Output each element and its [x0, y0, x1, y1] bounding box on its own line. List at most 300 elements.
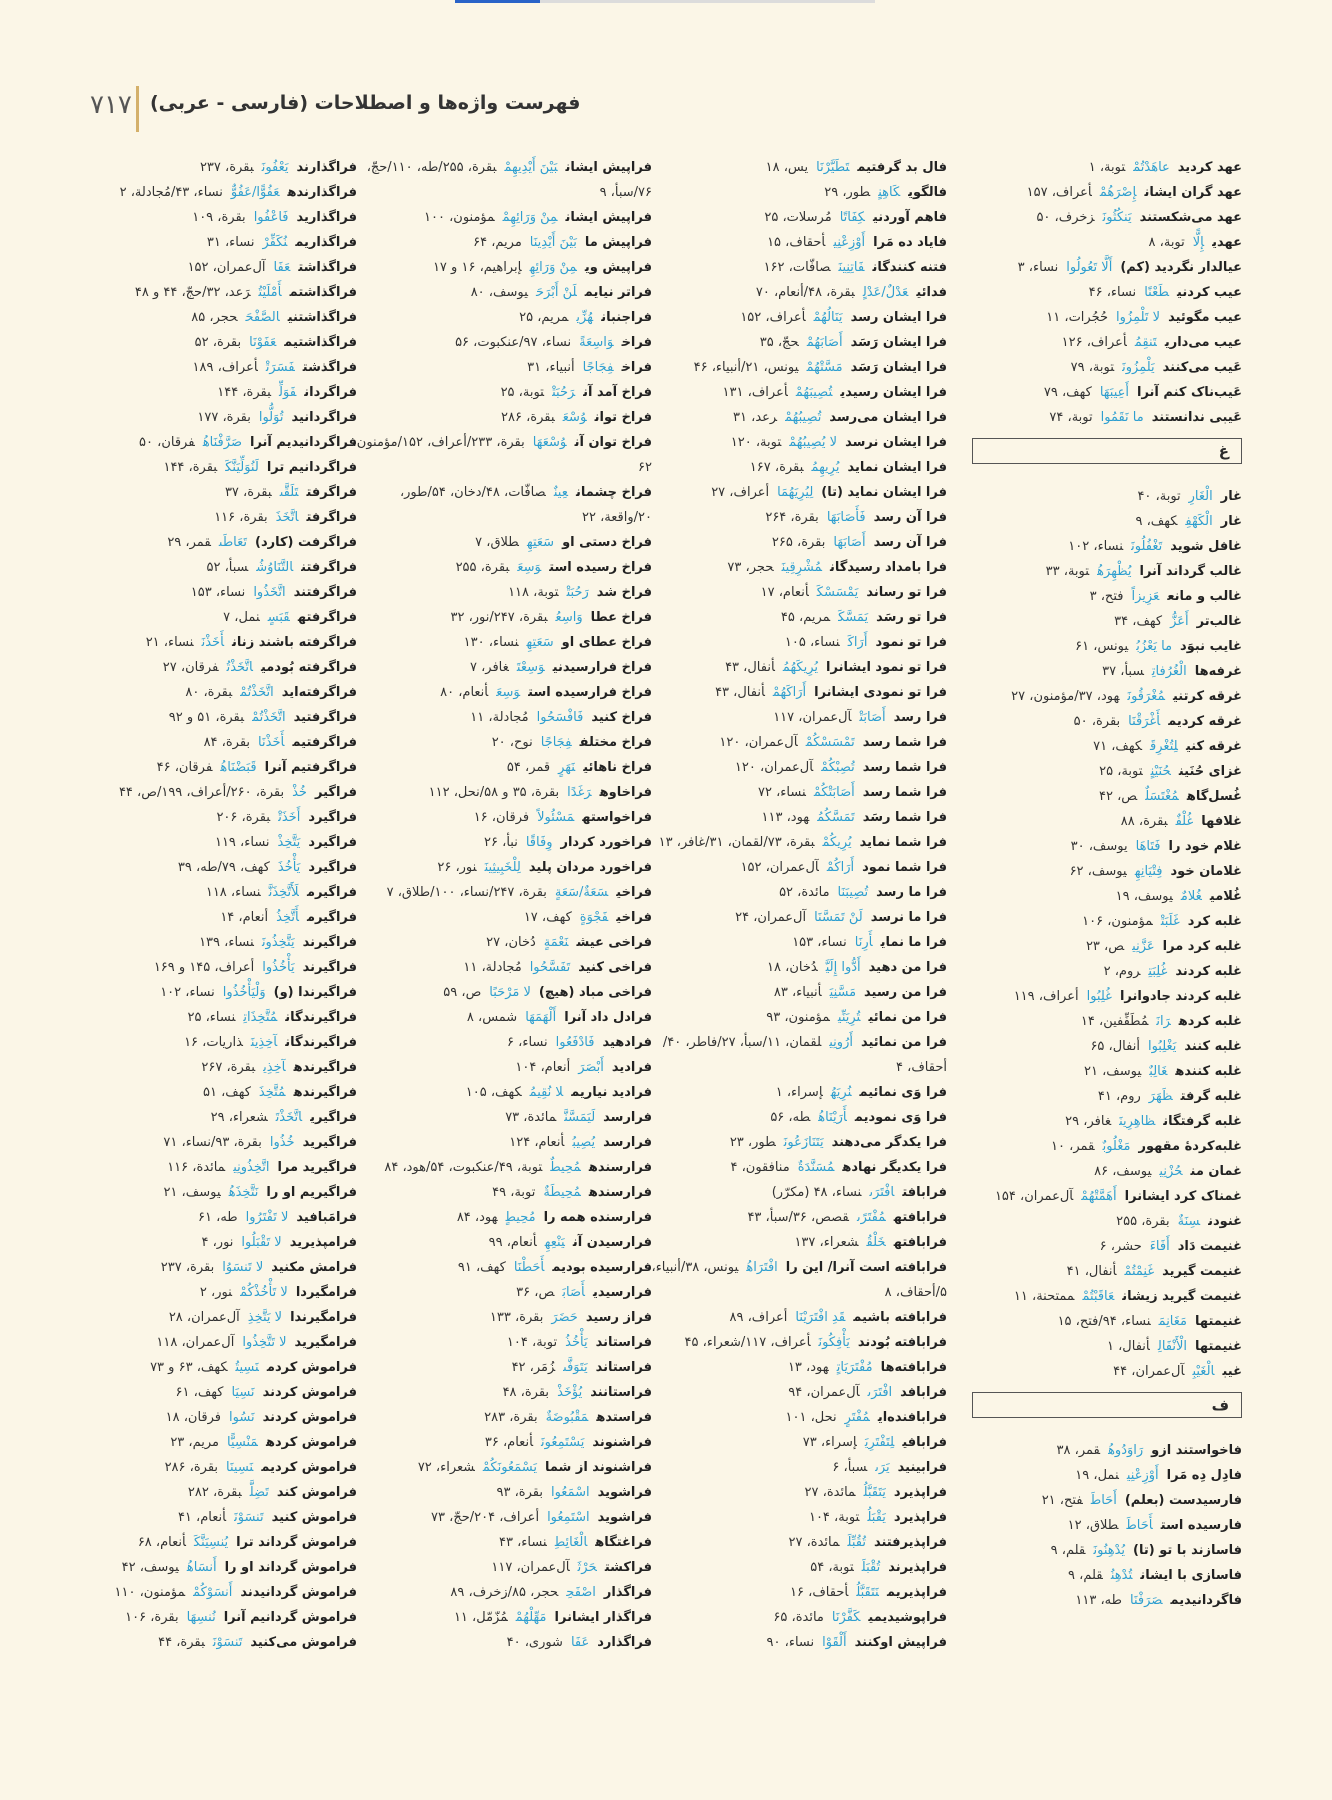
entry-reference: أعراف، ۱۴۵ و ۱۶۹ [153, 960, 255, 975]
entry-reference: بقرة، ۲۳۳/أعراف، ۱۵۲/مؤمنون، [352, 435, 525, 450]
entry-persian-term: فرا تو نمودی ایشانرا [814, 685, 947, 700]
entry-persian-term: فراخ توان [594, 410, 652, 425]
entry-persian-term: فادِل دِه مَرا [1166, 1468, 1242, 1483]
entry-persian-term: فراگیرنده [293, 1085, 357, 1100]
index-entry [82, 1380, 357, 1405]
entry-persian-term: غلبه کردند [1175, 964, 1242, 979]
entry-arabic-word: ظاهِرِينَ [1119, 1114, 1156, 1129]
entry-persian-term: فراغتگاه [595, 1535, 652, 1550]
index-entry [362, 1505, 652, 1530]
entry-persian-term: فرا ایشان نماید [847, 460, 947, 475]
entry-reference: أنعام، ۶۸ [137, 1535, 186, 1550]
index-entry [672, 1230, 947, 1255]
index-entry [672, 1430, 947, 1455]
entry-reference: ۲۰/واقعة، ۲۲ [582, 510, 652, 525]
entry-reference: توبة، ۵۴ [810, 1560, 854, 1575]
entry-persian-term: فراشنوند از شما [544, 1460, 652, 1475]
entry-persian-term: فراگرفت [306, 485, 357, 500]
entry-arabic-word: نَسُوا [229, 1410, 255, 1425]
entry-arabic-word: مَسَّتْهُمْ [806, 360, 843, 375]
index-entry [82, 305, 357, 330]
entry-arabic-word: ظَهَرَ [1148, 1089, 1173, 1104]
entry-persian-term: فرا ایشان می‌رسد [829, 410, 947, 425]
entry-arabic-word: نَعْمَةٍ [543, 935, 569, 950]
entry-persian-term: فرارسد [603, 1110, 652, 1125]
entry-persian-term: فراموش کنید [271, 1510, 357, 1525]
entry-reference: مؤمنون، ۱۰۶ [1082, 914, 1153, 929]
entry-reference: شعراء، ۱۳۷ [794, 1235, 859, 1250]
entry-persian-term: فراخورد مردان پلید [528, 860, 652, 875]
index-entry [82, 1230, 357, 1255]
entry-arabic-word: أَخَذْنَا [258, 735, 285, 750]
index-entry [82, 555, 357, 580]
entry-reference: توبة، ۱ [1088, 160, 1126, 175]
entry-arabic-word: الْغُرُفاتِ [1151, 664, 1187, 679]
entry-persian-term: غنیمت گیرید زیشان [1122, 1289, 1242, 1304]
entry-arabic-word: خَلْقُ [866, 1235, 886, 1250]
entry-reference: توبة، ۸ [1148, 235, 1185, 250]
entry-arabic-word: لا يَتَّخِذِ [247, 1310, 283, 1325]
entry-reference: قمر، ۵۴ [506, 760, 551, 775]
entry-reference: نساء، ۴۳ [498, 1535, 547, 1550]
entry-persian-term: فراخ فرارسیدنی [552, 660, 652, 675]
index-entry [82, 1580, 357, 1605]
index-entry [672, 530, 947, 555]
entry-persian-term: غلبه گرفت [1180, 1089, 1242, 1104]
entry-arabic-word: أَصَابَتْكُمْ [813, 785, 855, 800]
entry-persian-term: فرا آن رسد [873, 510, 947, 525]
entry-persian-term: فراگیرد [308, 860, 357, 875]
entry-reference: ممتحنة، ۱۱ [1013, 1289, 1075, 1304]
entry-arabic-word: أَخَذَتْ [278, 810, 301, 825]
index-entry [82, 780, 357, 805]
entry-reference: یونس، ۲۱/أنبیاء، ۴۶ [693, 360, 799, 375]
entry-persian-term: فراگیرنده [293, 1060, 357, 1075]
entry-reference: حجر، ۸۵ [191, 310, 238, 325]
index-entry [972, 809, 1242, 834]
entry-persian-term: فرامَبافید [296, 1210, 357, 1225]
entry-reference: نساء، ۱۰۵ [784, 635, 840, 650]
entry-arabic-word: فَادْفَعُوا [555, 1035, 595, 1050]
entry-persian-term: فرا ایشان رسد [850, 310, 947, 325]
index-entry [362, 980, 652, 1005]
entry-persian-term: غلافها [1201, 814, 1242, 829]
entry-arabic-word: لا تَأْخُذْكُمْ [240, 1285, 288, 1300]
entry-reference: فرقان، ۱۶ [473, 810, 530, 825]
entry-reference: بقرة، ۲۸۳ [484, 1410, 538, 1425]
entry-arabic-word: مُحِيطٍ [505, 1210, 536, 1225]
entry-arabic-word: فِتْيَانِهِ [1134, 864, 1163, 879]
reader-progress-fill [455, 0, 540, 3]
entry-persian-term: غرقه کنی [1185, 739, 1242, 754]
entry-arabic-word: يُظْهِرَهُ [1097, 564, 1132, 579]
entry-reference: نمل، ۷ [223, 610, 260, 625]
index-entry [972, 534, 1242, 559]
entry-persian-term: غرفه‌ها [1194, 664, 1242, 679]
entry-persian-term: فراخورد کردار [560, 835, 652, 850]
entry-reference: آل‌عمران، ۲۴ [735, 910, 807, 925]
entry-persian-term: فراگرفته بُودمی [261, 660, 357, 675]
entry-persian-term: فراخ دستی او [562, 535, 652, 550]
entry-persian-term: فرابافته باشیم [853, 1310, 947, 1325]
entry-persian-term: فرا من دهید [868, 960, 947, 975]
entry-reference: بقرة، ۲۶۷ [201, 1060, 256, 1075]
entry-reference: نساء، ۹۷/عنکبوت، ۵۶ [455, 335, 572, 350]
entry-persian-term: فراتر نیایم [584, 285, 652, 300]
entry-persian-term: فراپیش ایشان [565, 210, 652, 225]
entry-arabic-word: الْأَنْفَالِ [1157, 1339, 1188, 1354]
entry-persian-term: فراموش کردند [262, 1410, 357, 1425]
entry-persian-term: غلام خود را [1168, 839, 1242, 854]
entry-arabic-word: يَغْلِبُوا [1147, 1039, 1177, 1054]
index-entry [362, 205, 652, 230]
index-entry [82, 205, 357, 230]
entry-reference: بقرة، ۵۲ [194, 335, 242, 350]
index-entry [972, 634, 1242, 659]
entry-persian-term: فراگردانیدیم آنرا [249, 435, 357, 450]
entry-arabic-word: يَلْمِزُونَ [1122, 360, 1155, 375]
entry-arabic-word: تَمْسَسْكُمْ [805, 735, 855, 750]
index-entry [672, 280, 947, 305]
entry-reference: نساء، ۱۰۲ [160, 985, 215, 1000]
index-entry [972, 1588, 1242, 1613]
entry-persian-term: غزای حُنَین [1178, 764, 1242, 779]
index-entry [972, 1259, 1242, 1284]
entry-reference: ذاریات، ۱۶ [184, 1035, 243, 1050]
entry-persian-term: فراشوید [597, 1510, 652, 1525]
index-entry [82, 280, 357, 305]
index-entry [972, 1059, 1242, 1084]
index-entry [82, 1055, 357, 1080]
entry-persian-term: فراگیرند [302, 935, 357, 950]
entry-persian-term: فراگردانیم ترا [266, 460, 357, 475]
entry-reference: مائدة، ۷۳ [505, 1110, 557, 1125]
index-entry [672, 255, 947, 280]
index-entry [972, 1284, 1242, 1309]
index-entry [82, 1280, 357, 1305]
entry-arabic-word: مَسَّنِيَ [829, 985, 857, 1000]
entry-persian-term: فراگیرم [306, 885, 357, 900]
index-entry [82, 855, 357, 880]
entry-arabic-word: أَرَاكُمْ [826, 860, 855, 875]
entry-arabic-word: عَفَا [570, 1635, 590, 1650]
entry-arabic-word: عَفُوًّا/عَفُوٌّ [230, 185, 280, 200]
index-entry [362, 1605, 652, 1630]
entry-reference: بقرة، ۷۳/لقمان، ۳۱/غافر، ۱۳ [658, 835, 815, 850]
entry-arabic-word: قَدِ افْتَرَيْنَا [795, 1310, 846, 1325]
entry-reference: أنفال، ۴۱ [1066, 1264, 1117, 1279]
entry-reference: بقرة، ۱۴۴ [217, 385, 272, 400]
entry-reference: أنعام، ۴۱ [177, 1510, 227, 1525]
index-entry [82, 1005, 357, 1030]
entry-reference: توبة، ۲۵ [500, 385, 545, 400]
entry-arabic-word: يَأْخُذُوا [262, 960, 295, 975]
entry-arabic-word: يُؤْخَذْ [557, 1385, 583, 1400]
entry-arabic-word: عَاقَبْتُمْ [1082, 1289, 1115, 1304]
entry-reference: نحل، ۱۰۱ [785, 1410, 837, 1425]
index-entry [82, 1555, 357, 1580]
index-entry [362, 780, 652, 805]
entry-reference: بقرة، ۲۸۶ [501, 410, 555, 425]
entry-arabic-word: فَأَصَابَهَا [826, 510, 866, 525]
index-entry [672, 305, 947, 330]
entry-arabic-word: فَاتِنِينَ [838, 260, 865, 275]
entry-persian-term: فاسازی با ایشان [1140, 1568, 1242, 1583]
entry-reference: شعراء، ۷۲ [417, 1460, 475, 1475]
entry-persian-term: فراپیش ما [584, 235, 652, 250]
entry-arabic-word: يَتَقَبَّلُ [863, 1485, 886, 1500]
entry-persian-term: غلبه کرده [1178, 1014, 1242, 1029]
index-entry [972, 609, 1242, 634]
index-entry [352, 430, 652, 455]
entry-arabic-word: اتَّخَذْتَ [275, 1110, 303, 1125]
entry-persian-term: فراستاند [595, 1360, 652, 1375]
entry-arabic-word: يَقْبَلُ [867, 1510, 886, 1525]
entry-arabic-word: عَزَّنِي [1132, 939, 1155, 954]
entry-reference: هود، ۸۴ [456, 1210, 498, 1225]
entry-persian-term: فراخواسته [582, 810, 652, 825]
index-entry [362, 280, 652, 305]
entry-arabic-word: غَنِمْتُمْ [1124, 1264, 1155, 1279]
index-entry [82, 730, 357, 755]
entry-reference: توبة، ۷۴ [1049, 410, 1093, 425]
index-entry [82, 955, 357, 980]
entry-persian-term: فراپیش اوکنند [854, 1635, 947, 1650]
entry-reference: حجّ، ۳۵ [759, 335, 799, 350]
index-entry [972, 305, 1242, 330]
entry-reference: توبة، ۱۰۴ [506, 1335, 558, 1350]
index-entry [672, 455, 947, 480]
entry-arabic-word: عَزِيزاً [1131, 589, 1160, 604]
entry-arabic-word: صَرَفْنَا [1129, 1593, 1163, 1608]
entry-arabic-word: أَرِنَا [854, 935, 873, 950]
entry-reference: مریم، ۲۵ [519, 310, 569, 325]
index-column-3 [352, 155, 652, 1655]
entry-reference: قمر، ۳۸ [1056, 1443, 1101, 1458]
entry-arabic-word: نَسِيَا [231, 1385, 255, 1400]
entry-persian-term: فراپوشیدیمی [868, 1610, 947, 1625]
entry-persian-term: غُسل‌گاه [1186, 789, 1242, 804]
entry-persian-term: فرادید نیاریم [571, 1085, 652, 1100]
entry-reference: توبة، ۴۰ [1137, 489, 1181, 504]
index-entry [362, 1355, 652, 1380]
index-entry [362, 905, 652, 930]
entry-persian-term: فراموش گردانیدند [240, 1585, 357, 1600]
entry-arabic-word: أَحَاطَ [1090, 1493, 1117, 1508]
index-entry [82, 480, 357, 505]
entry-reference: أعراف، ۱۱۹ [1013, 989, 1079, 1004]
entry-reference: آل‌عمران، ۱۵۲ [740, 860, 819, 875]
entry-arabic-word: لِتُغْرِقَ [1150, 739, 1178, 754]
entry-arabic-word: التَّنَاوُشُ [256, 560, 294, 575]
entry-arabic-word: غُلْفٌ [1175, 814, 1194, 829]
entry-arabic-word: يَسْتَمِعُونَ [541, 1435, 585, 1450]
entry-reference: أنفال، ۱ [1106, 1339, 1150, 1354]
index-entry [972, 709, 1242, 734]
entry-arabic-word: يَنَالُهُمْ [813, 310, 843, 325]
entry-reference: آل‌عمران، ۱۵۴ [994, 1189, 1074, 1204]
index-entry [82, 830, 357, 855]
entry-persian-term: فراشوید [597, 1485, 652, 1500]
entry-arabic-word: آخِذِينَ [250, 1035, 278, 1050]
index-entry [972, 959, 1242, 984]
index-entry [972, 1209, 1242, 1234]
entry-reference: طه، ۶۱ [198, 1210, 238, 1225]
entry-arabic-word: اسْتَمِعُوا [547, 1510, 590, 1525]
entry-arabic-word: تَغْفُلُونَ [1131, 539, 1163, 554]
index-entry [82, 530, 357, 555]
entry-arabic-word: اتَّخَذَ [275, 510, 299, 525]
entry-reference: نساء، ۹۴/فتح، ۱۵ [1057, 1314, 1151, 1329]
entry-persian-term: عیب کردنی [1177, 285, 1242, 300]
entry-arabic-word: تَمَسَّكُمُ [817, 810, 855, 825]
index-entry [972, 684, 1242, 709]
entry-persian-term: فراخاوه [599, 785, 652, 800]
entry-reference: أعراف، ۱۳۱ [722, 385, 788, 400]
entry-arabic-word: فَوَلِّ [279, 385, 297, 400]
entry-reference: کهف، ۷۹/طه، ۳۹ [177, 860, 270, 875]
entry-reference: نور، ۲۶ [437, 860, 477, 875]
entry-reference: بقرة، ۸۴ [203, 735, 251, 750]
entry-arabic-word: وَاسِعُ [555, 610, 583, 625]
entry-reference: زخرف، ۵۰ [1036, 210, 1095, 225]
index-entry [672, 1305, 947, 1330]
entry-persian-term: فراخ عطای او [561, 635, 652, 650]
entry-reference: ۶۲ [638, 460, 652, 475]
entry-arabic-word: تُصِيبُهُمْ [785, 410, 822, 425]
index-entry [672, 205, 947, 230]
entry-reference: فرقان، ۵۰ [139, 435, 195, 450]
entry-arabic-word: سَعَتِهِ [526, 535, 555, 550]
entry-reference: شمس، ۸ [466, 1010, 518, 1025]
entry-reference: سبأ، ۳۷ [1102, 664, 1144, 679]
entry-persian-term: فاخواستند ازو [1151, 1443, 1242, 1458]
entry-persian-term: فدائی [916, 285, 947, 300]
entry-persian-term: غنیمت گیرید [1162, 1264, 1242, 1279]
entry-arabic-word: يَعْفُونَ [261, 160, 289, 175]
entry-reference: منافقون، ۴ [730, 1160, 790, 1175]
index-entry [672, 1005, 947, 1030]
entry-reference: یونس، ۶۱ [1075, 639, 1129, 654]
index-entry [672, 1405, 947, 1430]
entry-persian-term: عهد می‌شکستند [1139, 210, 1242, 225]
index-entry [362, 655, 652, 680]
entry-persian-term: فرامگیردا [295, 1285, 357, 1300]
entry-persian-term: غار [1220, 514, 1242, 529]
entry-reference: إسراء، ۷۳ [802, 1435, 857, 1450]
entry-arabic-word: مُشْرِقِينَ [781, 560, 823, 575]
entry-persian-term: فرا ایشان رَسَد [850, 335, 947, 350]
entry-arabic-word: أَوْزِعْنِي [1126, 1468, 1159, 1483]
index-entry [972, 1463, 1242, 1488]
entry-reference: بقرة، ۲۵۵ [455, 560, 510, 575]
index-entry [82, 430, 357, 455]
entry-arabic-word: افْتَرَى [867, 1385, 893, 1400]
entry-arabic-word: كَاهِنٍ [878, 185, 901, 200]
index-entry [82, 1455, 357, 1480]
entry-persian-term: عَیبی ندانستند [1151, 410, 1242, 425]
entry-persian-term: فراگیرم [306, 910, 357, 925]
entry-reference: حشر، ۶ [1099, 1239, 1142, 1254]
entry-reference: بقرة، ۳۷ [224, 485, 272, 500]
entry-persian-term: فراموش کرده [265, 1435, 357, 1450]
entry-persian-term: فراگیرندگان [285, 1035, 357, 1050]
entry-reference: نساء، ۱۱۹ [214, 835, 270, 850]
index-entry-continuation [362, 505, 652, 530]
entry-reference: هود، ۳۷/مؤمنون، ۲۷ [1011, 689, 1120, 704]
entry-persian-term: فرارسنده [588, 1160, 652, 1175]
entry-reference: بقرة، ۲۶۰/أعراف، ۱۹۹/ص، ۴۴ [118, 785, 285, 800]
index-entry [362, 1055, 652, 1080]
entry-persian-term: غُلامی [1209, 889, 1242, 904]
entry-arabic-word: فَتَاهَا [1135, 839, 1161, 854]
entry-persian-term: فراستده [596, 1410, 652, 1425]
index-entry [362, 1205, 652, 1230]
index-entry [972, 859, 1242, 884]
index-entry [362, 480, 652, 505]
entry-arabic-word: نَهَرٍ [558, 760, 576, 775]
entry-persian-term: فراموش کردند [262, 1385, 357, 1400]
entry-reference: کهف، ۱۷ [523, 910, 572, 925]
entry-persian-term: فراخی [616, 910, 652, 925]
index-entry [672, 755, 947, 780]
index-entry [82, 155, 357, 180]
index-entry [362, 1580, 652, 1605]
entry-persian-term: فراگیرندگان [285, 1010, 357, 1025]
entry-reference: مائدة، ۶۵ [773, 1610, 824, 1625]
entry-arabic-word: نَسِينَا [226, 1460, 254, 1475]
entry-persian-term: فراستانند [590, 1385, 652, 1400]
entry-arabic-word: لا نُقِيمُ [529, 1085, 564, 1100]
entry-reference: یوسف، ۶۲ [1069, 864, 1127, 879]
index-entry [972, 484, 1242, 509]
entry-reference: غافر، ۷ [469, 660, 509, 675]
entry-arabic-word: أَنسَوْكُمْ [193, 1585, 233, 1600]
entry-persian-term: فراموش گرداند او را [224, 1560, 357, 1575]
page-title: فهرست واژه‌ها و اصطلاحات (فارسی - عربی) [150, 92, 581, 114]
entry-reference: أعراف، ۲۰۴/حجّ، ۷۳ [431, 1510, 540, 1525]
index-entry [362, 755, 652, 780]
entry-persian-term: عَیب می‌کنند [1162, 360, 1242, 375]
index-entry [362, 1005, 652, 1030]
entry-reference: یوسف، ۲۱ [163, 1185, 221, 1200]
entry-reference: زُمَر، ۴۲ [511, 1360, 556, 1375]
entry-persian-term: فراخ چشمان [575, 485, 652, 500]
entry-reference: أنعام، ۳۶ [484, 1435, 534, 1450]
entry-persian-term: فراموش کند [276, 1485, 357, 1500]
entry-persian-term: فراگیرد [308, 810, 357, 825]
index-entry [82, 330, 357, 355]
index-entry [82, 180, 357, 205]
index-entry [672, 1080, 947, 1105]
entry-arabic-word: يَمَسَّكَ [838, 610, 869, 625]
index-entry [362, 880, 652, 905]
entry-reference: مؤمنون، ۱۰۰ [424, 210, 495, 225]
entry-arabic-word: أَحَاطَ [1126, 1518, 1153, 1533]
entry-persian-term: فرا من نمائید [860, 1035, 947, 1050]
entry-persian-term: فرامش مکنید [271, 1260, 357, 1275]
entry-persian-term: فالگوی [908, 185, 947, 200]
entry-persian-term: فرا شما رسَد [862, 810, 947, 825]
entry-reference: آل‌عمران، ۱۱۸ [156, 1335, 235, 1350]
entry-reference: أنبیاء، ۸۳ [773, 985, 822, 1000]
index-entry [972, 984, 1242, 1009]
entry-reference: بقرة، ۱۰۶ [125, 1610, 179, 1625]
entry-persian-term: فراموش گردانیم آنرا [223, 1610, 357, 1625]
entry-persian-term: فارسیده است [1160, 1518, 1242, 1533]
entry-persian-term: فرا وَی نمائیم [859, 1085, 947, 1100]
entry-reference: رَعد، ۳۲/حجّ، ۴۴ و ۴۸ [134, 285, 251, 300]
